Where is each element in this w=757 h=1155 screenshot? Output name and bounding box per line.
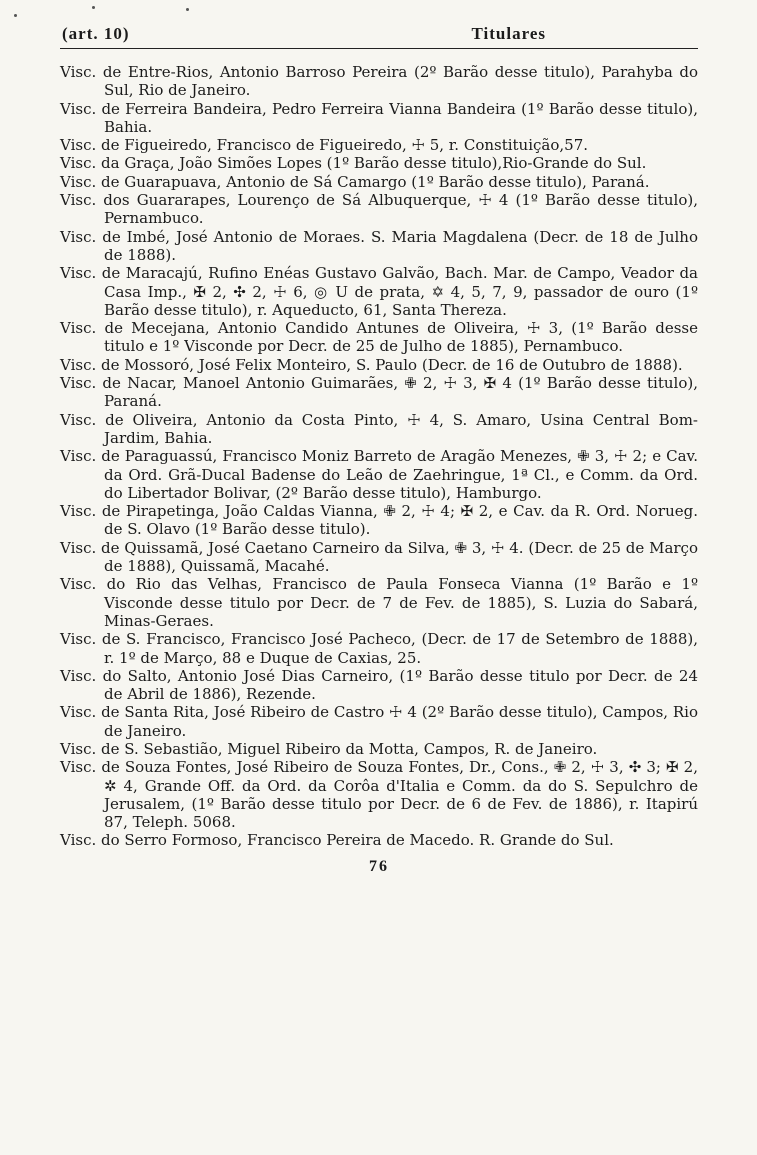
list-item: Visc. de Oliveira, Antonio da Costa Pinto, ☩ 4, S. Amaro, Usina Central Bom-Jardim, Bahia.: [60, 410, 698, 447]
list-item: Visc. do Serro Formoso, Francisco Pereira de Macedo. R. Grande do Sul.: [60, 831, 614, 850]
list-item: Visc. do Salto, Antonio José Dias Carneiro, (1º Barão desse titulo por Decr. de 24 de Abril de 1886), Rezende.: [60, 666, 698, 704]
list-item: Visc. de Mecejana, Antonio Candido Antunes de Oliveira, ☩ 3, (1º Barão desse titulo e 1º Visconde por Decr. de 25 de Julho de 1885), Pernambuco.: [60, 319, 698, 356]
speck: [92, 6, 95, 9]
entry-list: [60, 63, 698, 850]
list-item: Visc. de Imbé, José Antonio de Moraes. S. Maria Magdalena (Decr. de 18 de Julho de 1888).: [60, 227, 698, 264]
list-item: Visc. de Paraguassú, Francisco Moniz Barreto de Aragão Menezes, ✙ 3, ☩ 2; e Cav. da Ord. Grã-Ducal Badense do Leão de Zaehringue, 1ª Cl., e Comm. da Ord. do Libertador Bolivar, (2º Barão desse titulo), Hamburgo.: [60, 447, 698, 502]
list-item: Visc. dos Guararapes, Lourenço de Sá Albuquerque, ☩ 4 (1º Barão desse titulo), Pernambuco.: [60, 191, 698, 228]
list-item: Visc. do Rio das Velhas, Francisco de Paula Fonseca Vianna (1º Barão e 1º Visconde desse titulo por Decr. de 7 de Fev. de 1885), S. Luzia do Sabará, Minas-Geraes.: [60, 575, 698, 630]
speck: [14, 14, 17, 17]
list-item: Visc. de S. Sebastião, Miguel Ribeiro da Motta, Campos, R. de Janeiro.: [60, 739, 598, 758]
document-page: [60, 24, 698, 876]
list-item: Visc. de Nacar, Manoel Antonio Guimarães, ✙ 2, ☩ 3, ✠ 4 (1º Barão desse titulo), Paraná.: [60, 374, 698, 411]
list-item: Visc. de Mossoró, José Felix Monteiro, S. Paulo (Decr. de 16 de Outubro de 1888).: [60, 355, 683, 374]
page-title: Titulares: [471, 24, 546, 43]
list-item: Visc. de Guarapuava, Antonio de Sá Camargo (1º Barão desse titulo), Paraná.: [60, 172, 650, 191]
running-header: [60, 24, 698, 49]
list-item: Visc. de Figueiredo, Francisco de Figueiredo, ☩ 5, r. Constituição,57.: [60, 136, 589, 155]
list-item: Visc. de Santa Rita, José Ribeiro de Castro ☩ 4 (2º Barão desse titulo), Campos, Rio de Janeiro.: [60, 703, 698, 740]
list-item: Visc. de Entre-Rios, Antonio Barroso Pereira (2º Barão desse titulo), Parahyba do Sul, Rio de Janeiro.: [60, 63, 698, 100]
list-item: Visc. de Maracajú, Rufino Enéas Gustavo Galvão, Bach. Mar. de Campo, Veador da Casa Imp., ✠ 2, ✣ 2, ☩ 6, ◎ U de prata, ✡ 4, 5, 7, 9, passador de ouro (1º Barão desse titulo), r. Aqueducto, 61, Santa Thereza.: [60, 264, 698, 319]
section-label: (art. 10): [62, 24, 130, 43]
list-item: Visc. de Ferreira Bandeira, Pedro Ferreira Vianna Bandeira (1º Barão desse titulo), Bahia.: [60, 99, 698, 136]
list-item: Visc. de Souza Fontes, José Ribeiro de Souza Fontes, Dr., Cons., ✙ 2, ☩ 3, ✣ 3; ✠ 2, ✲ 4, Grande Off. da Ord. da Corôa d'Italia e Comm. da do S. Sepulchro de Jerusalem, (1º Barão desse titulo por Decr. de 6 de Fev. de 1886), r. Itapirú 87, Teleph. 5068.: [60, 758, 698, 832]
list-item: Visc. de Pirapetinga, João Caldas Vianna, ✙ 2, ☩ 4; ✠ 2, e Cav. da R. Ord. Norueg. de S. Olavo (1º Barão desse titulo).: [60, 502, 698, 539]
speck: [186, 8, 189, 11]
list-item: Visc. de Quissamã, José Caetano Carneiro da Silva, ✙ 3, ☩ 4. (Decr. de 25 de Março de 1888), Quissamã, Macahé.: [60, 538, 698, 576]
list-item: Visc. de S. Francisco, Francisco José Pacheco, (Decr. de 17 de Setembro de 1888), r. 1º de Março, 88 e Duque de Caxias, 25.: [60, 630, 698, 667]
list-item: Visc. da Graça, João Simões Lopes (1º Barão desse titulo),Rio-Grande do Sul.: [60, 154, 647, 173]
page-number: 76: [369, 857, 389, 875]
